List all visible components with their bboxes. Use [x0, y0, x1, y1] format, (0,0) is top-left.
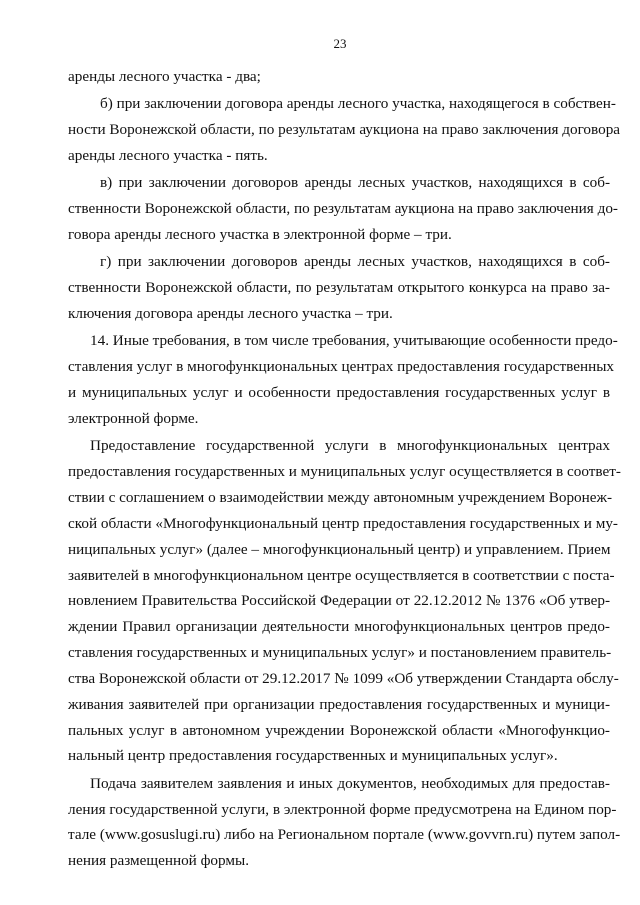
text-line: нения размещенной формы. [68, 852, 249, 870]
text-line: г) при заключении договоров аренды лесных участков, находящихся в соб- [100, 253, 610, 271]
text-line: предоставления государственных и муниципальных услуг осуществляется в соответ- [68, 463, 621, 481]
paragraph-continuation [68, 64, 610, 90]
text-line: электронной форме. [68, 409, 199, 427]
text-line: ления государственной услуги, в электронной форме предусмотрена на Едином пор- [68, 800, 617, 818]
text-line: пальных услуг в автономном учреждении Воронежской области «Многофункцио- [68, 721, 610, 739]
text-line: говора аренды лесного участка в электронной форме – три. [68, 226, 452, 244]
text-line: Предоставление государственной услуги в многофункциональных центрах [90, 437, 610, 455]
text-line: в) при заключении договоров аренды лесных участков, находящихся в соб- [100, 174, 610, 192]
text-line: ственности Воронежской области, по результатам открытого конкурса на право за- [68, 279, 610, 297]
text-line: ственности Воронежской области, по результатам аукциона на право заключения до- [68, 200, 618, 218]
page-number: 23 [333, 36, 347, 51]
text-line: заявителей в многофункциональном центре осуществляется в соответствии с поста- [68, 566, 615, 584]
text-line: ности Воронежской области, по результатам аукциона на право заключения договора [68, 121, 621, 139]
text-line: тале (www.gosuslugi.ru) либо на Региональном портале (www.govvrn.ru) путем запол- [68, 826, 621, 844]
text-line: ставления государственных и муниципальных услуг» и постановлением правитель- [68, 644, 612, 662]
paragraph-mfc [68, 433, 621, 769]
paragraph-electronic-submission [68, 771, 621, 874]
document-body [68, 64, 621, 874]
paragraph-item-b [68, 91, 621, 169]
paragraph-item-g [68, 249, 610, 327]
text-line: Подача заявителем заявления и иных документов, необходимых для предостав- [90, 774, 610, 792]
paragraph-item-v [68, 170, 618, 248]
text-line: ской области «Многофункциональный центр предоставления государственных и му- [68, 514, 618, 532]
paragraph-section-14 [68, 328, 618, 431]
text-line: б) при заключении договора аренды лесного участка, находящегося в собствен- [100, 95, 616, 113]
text-line: 14. Иные требования, в том числе требования, учитывающие особенности предо- [90, 332, 618, 350]
text-line: ждении Правил организации деятельности многофункциональных центров предо- [68, 618, 610, 636]
text-line: ствии с соглашением о взаимодействии между автономным учреждением Воронеж- [68, 489, 613, 506]
text-line: живания заявителей при организации предоставления государственных и муници- [68, 695, 610, 713]
text-line: нальный центр предоставления государственных и муниципальных услуг». [68, 747, 558, 765]
text-line: ниципальных услуг» (далее – многофункциональный центр) и управлением. Прием [68, 540, 611, 558]
text-line: аренды лесного участка - два; [68, 68, 261, 85]
text-line: аренды лесного участка - пять. [68, 147, 268, 165]
text-line: ключения договора аренды лесного участка – три. [68, 305, 393, 323]
text-line: ства Воронежской области от 29.12.2017 № 1099 «Об утверждении Стандарта обслу- [68, 669, 619, 687]
text-line: ставления услуг в многофункциональных центрах предоставления государственных [68, 358, 615, 376]
text-line: и муниципальных услуг и особенности предоставления государственных услуг в [68, 384, 610, 402]
text-line: новлением Правительства Российской Федерации от 22.12.2012 № 1376 «Об утвер- [68, 592, 610, 610]
